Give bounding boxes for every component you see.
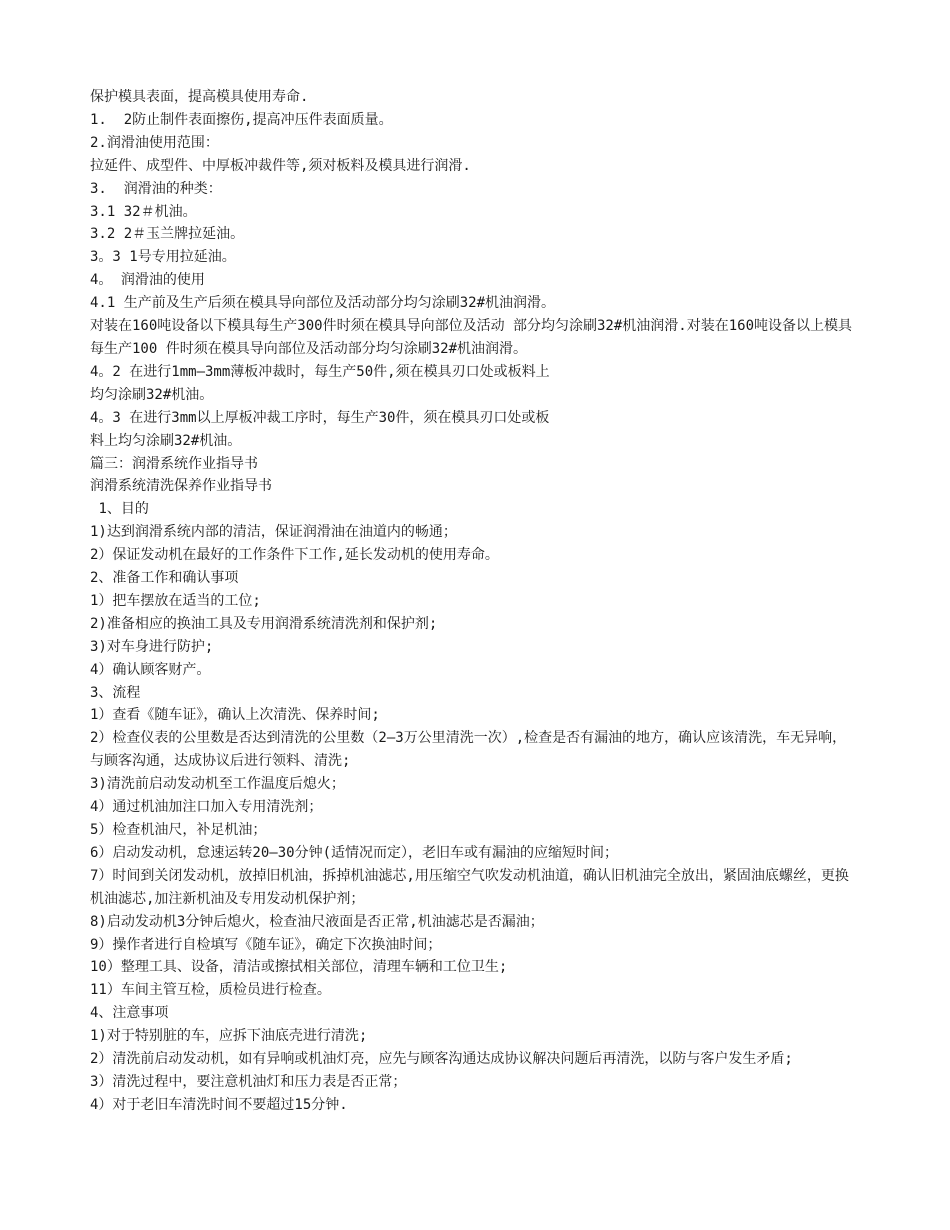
text-line: 篇三：润滑系统作业指导书 [90, 455, 258, 472]
text-line: 3、流程 [90, 684, 141, 701]
text-line: 7）时间到关闭发动机，放掉旧机油，拆掉机油滤芯,用压缩空气吹发动机油道，确认旧机油完全放出，紧固油底螺丝，更换机油滤芯,加注新机油及专用发动机保护剂； [90, 867, 849, 907]
text-line: 润滑系统清洗保养作业指导书 [90, 478, 272, 495]
text-line: 1）查看《随车证》，确认上次清洗、保养时间; [90, 707, 380, 724]
text-line: 保护模具表面，提高模具使用寿命. [90, 89, 309, 105]
text-line: 3.2 2＃玉兰牌拉延油。 [90, 226, 245, 243]
text-line: 3)清洗前启动发动机至工作温度后熄火； [90, 776, 345, 793]
text-line: 1)对于特别脏的车，应拆下油底壳进行清洗; [90, 1028, 368, 1045]
text-line: 2)准备相应的换油工具及专用润滑系统清洗剂和保护剂; [90, 615, 438, 632]
text-line: 4。3 在进行3mm以上厚板冲裁工序时，每生产30件，须在模具刃口处或板 [90, 409, 550, 426]
text-line: 2）清洗前启动发动机，如有异响或机油灯亮，应先与顾客沟通达成协议解决问题后再清洗，以防与客户发生矛盾; [90, 1051, 793, 1068]
text-line: 1）把车摆放在适当的工位; [90, 592, 261, 609]
text-line: 2）保证发动机在最好的工作条件下工作,延长发动机的使用寿命。 [90, 547, 499, 564]
text-line: 6）启动发动机，怠速运转20—30分钟(适情况而定），老旧车或有漏油的应缩短时间； [90, 844, 618, 861]
text-line: 1、目的 [90, 501, 149, 518]
text-line: 2、准备工作和确认事项 [90, 570, 239, 587]
text-line: 3)对车身进行防护; [90, 638, 214, 655]
text-line: 拉延件、成型件、中厚板冲裁件等,须对板料及模具进行润滑. [90, 157, 471, 174]
text-line: 4）通过机油加注口加入专用清洗剂； [90, 799, 323, 816]
text-line: 2.润滑油使用范围： [90, 134, 219, 151]
text-line: 1)达到润滑系统内部的清洁，保证润滑油在油道内的畅通； [90, 524, 457, 541]
text-line: 8)启动发动机3分钟后熄火，检查油尺液面是否正常,机油滤芯是否漏油； [90, 913, 544, 930]
text-line: 4）确认顾客财产。 [90, 661, 211, 678]
text-line: 4、注意事项 [90, 1005, 169, 1022]
text-line: 3.1 32＃机油。 [90, 203, 197, 220]
text-line: 4。2 在进行1mm—3mm薄板冲裁时，每生产50件,须在模具刃口处或板料上 [90, 363, 550, 380]
document-body [90, 86, 860, 1117]
text-line: 3。3 1号专用拉延油。 [90, 249, 236, 266]
text-line: 5）检查机油尺，补足机油； [90, 822, 267, 838]
text-line: 11）车间主管互检，质检员进行检查。 [90, 982, 331, 999]
text-line: 4.1 生产前及生产后须在模具导向部位及活动部分均匀涂刷32#机油润滑。 [90, 295, 555, 312]
text-line: 9）操作者进行自检填写《随车证》，确定下次换油时间； [90, 936, 442, 953]
text-line: 10）整理工具、设备，清洁或擦拭相关部位，清理车辆和工位卫生; [90, 959, 508, 976]
text-line: 对装在160吨设备以下模具每生产300件时须在模具导向部位及活动 部分均匀涂刷32#机油润滑.对装在160吨设备以上模具每生产100 件时须在模具导向部位及活动部分均匀涂刷32#机油润滑。 [90, 318, 852, 357]
text-line: 3. 润滑油的种类： [90, 180, 222, 197]
text-line: 4。 润滑油的使用 [90, 272, 205, 289]
text-line: 1. 2防止制件表面擦伤,提高冲压件表面质量。 [90, 111, 393, 128]
text-line: 3）清洗过程中，要注意机油灯和压力表是否正常； [90, 1073, 407, 1090]
text-line: 4）对于老旧车清洗时间不要超过15分钟. [90, 1096, 348, 1113]
text-line: 料上均匀涂刷32#机油。 [90, 432, 242, 449]
text-line: 2）检查仪表的公里数是否达到清洗的公里数（2—3万公里清洗一次）,检查是否有漏油的地方，确认应该清洗，车无异响，与顾客沟通，达成协议后进行领料、清洗; [90, 730, 847, 770]
text-line: 均匀涂刷32#机油。 [90, 386, 214, 403]
